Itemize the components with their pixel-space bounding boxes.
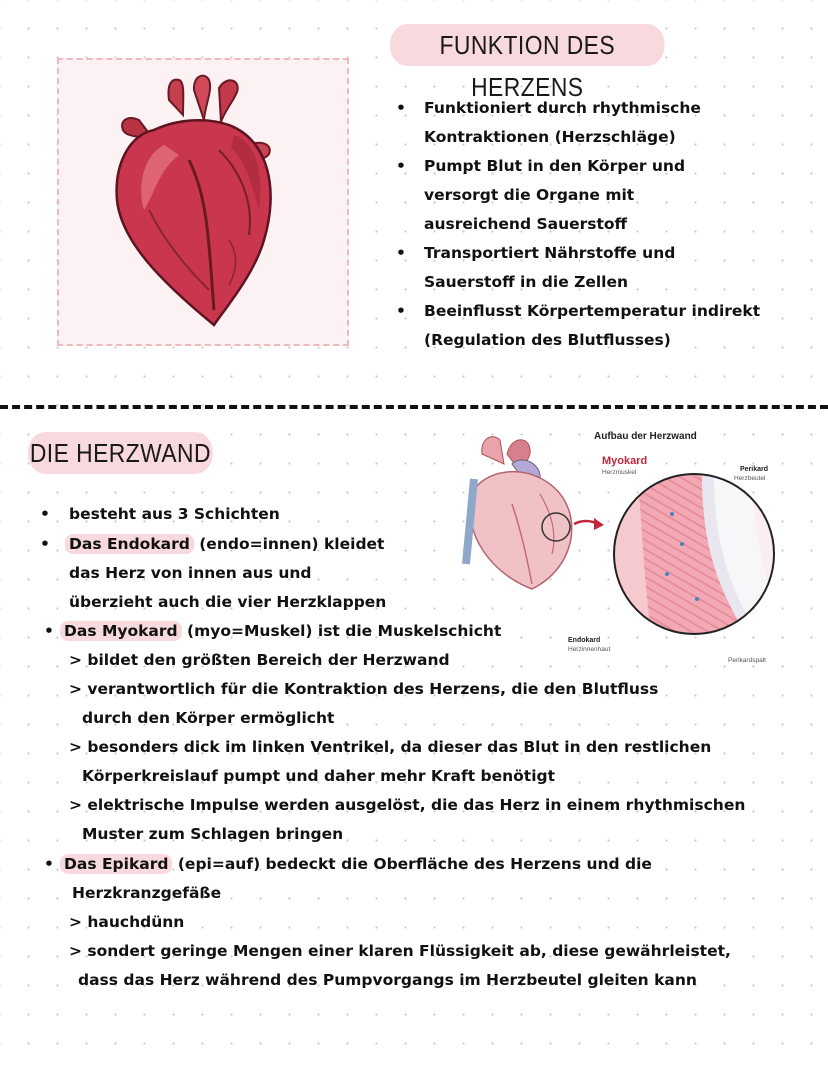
endokard-line-1: Das Endokard (endo=innen) kleidet bbox=[65, 530, 384, 559]
list-item: • Funktioniert durch rhythmische Kontraktionen (Herzschläge) bbox=[424, 94, 754, 152]
section-title-heart-function: FUNKTION DES HERZENS bbox=[390, 24, 665, 66]
label-perikardspalt: Perikardspalt bbox=[728, 657, 766, 664]
list-item: • Pumpt Blut in den Körper und versorgt die Organe mit ausreichend Sauerstoff bbox=[424, 152, 724, 239]
term-myokard: Das Myokard bbox=[60, 621, 182, 641]
myokard-point-1: > bildet den größten Bereich der Herzwand bbox=[69, 651, 450, 669]
small-heart-icon bbox=[466, 437, 572, 589]
label-myokard-sub: Herzmuskel bbox=[602, 469, 637, 476]
term-endokard: Das Endokard bbox=[65, 534, 194, 554]
heart-illustration-frame bbox=[57, 58, 349, 346]
list-item: • Beeinflusst Körpertemperatur indirekt (Regulation des Blutflusses) bbox=[424, 297, 794, 355]
layers-count-text: besteht aus 3 Schichten bbox=[69, 505, 280, 523]
heart-function-list bbox=[424, 94, 804, 355]
myokard-point-4a: > elektrische Impulse werden ausgelöst, die das Herz in einem rhythmischen bbox=[69, 796, 746, 814]
list-item: • Transportiert Nährstoffe und Sauerstoff in die Zellen bbox=[424, 239, 764, 297]
label-perikard: Perikard bbox=[740, 466, 769, 473]
label-endokard: Endokard bbox=[568, 637, 601, 644]
term-epikard: Das Epikard bbox=[60, 854, 172, 874]
label-endokard-sub: Herzinnenhaut bbox=[568, 646, 611, 653]
epikard-line-1: Das Epikard (epi=auf) bedeckt die Oberfläche des Herzens und die bbox=[60, 850, 652, 879]
endokard-line-2: das Herz von innen aus und bbox=[69, 564, 312, 582]
epikard-line-2: Herzkranzgefäße bbox=[72, 884, 222, 902]
heart-wall-diagram bbox=[452, 424, 782, 674]
epikard-point-2a: > sondert geringe Mengen einer klaren Flüssigkeit ab, diese gewährleistet, bbox=[69, 942, 731, 960]
label-perikard-sub: Herzbeutel bbox=[734, 475, 766, 482]
diagram-title: Aufbau der Herzwand bbox=[594, 431, 697, 442]
anatomical-heart-illustration bbox=[59, 60, 347, 344]
epikard-point-1: > hauchdünn bbox=[69, 913, 185, 931]
myokard-point-3b: Körperkreislauf pumpt und daher mehr Kraft benötigt bbox=[82, 767, 556, 785]
myokard-point-4b: Muster zum Schlagen bringen bbox=[82, 825, 344, 843]
myokard-line-1: Das Myokard (myo=Muskel) ist die Muskelschicht bbox=[60, 617, 501, 646]
myokard-point-3a: > besonders dick im linken Ventrikel, da dieser das Blut in den restlichen bbox=[69, 738, 712, 756]
section-title-heart-wall: DIE HERZWAND bbox=[28, 432, 213, 474]
myokard-point-2a: > verantwortlich für die Kontraktion des Herzens, die den Blutfluss bbox=[69, 680, 659, 698]
label-myokard: Myokard bbox=[602, 455, 648, 467]
epikard-point-2b: dass das Herz während des Pumpvorgangs im Herzbeutel gleiten kann bbox=[78, 971, 697, 989]
myokard-point-2b: durch den Körper ermöglicht bbox=[82, 709, 335, 727]
section-divider bbox=[0, 405, 828, 409]
endokard-line-3: überzieht auch die vier Herzklappen bbox=[69, 593, 387, 611]
